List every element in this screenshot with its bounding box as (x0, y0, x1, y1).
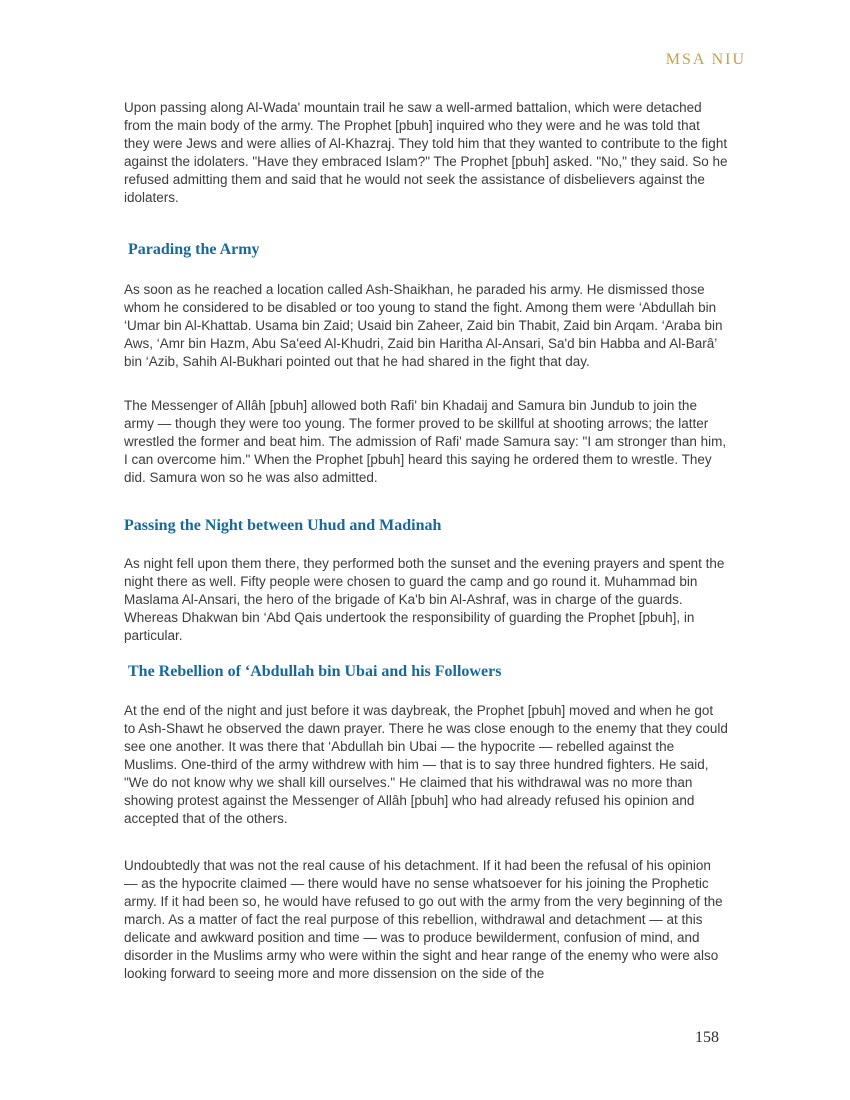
page-header: MSA NIU (665, 51, 746, 68)
page-number: 158 (695, 1029, 719, 1046)
body-paragraph-parading-1: As soon as he reached a location called Ash-Shaikhan, he paraded his army. He dismissed those whom he considered to be disabled or too young to stand the fight. Among them were ‘Abdullah bin ‘Umar bin Al-Khattab. Usama bin Zaid; Usaid bin Zaheer, Zaid bin Thabit, Zaid bin Arqam. ‘Araba bin Aws, ‘Amr bin Hazm, Abu Sa'eed Al-Khudri, Zaid bin Haritha Al-Ansari, Sa'd bin Habba and Al-Barâ’ bin ‘Azib, Sahih Al-Bukhari pointed out that he had shared in the fight that day. (124, 282, 723, 369)
body-paragraph-night: As night fell upon them there, they performed both the sunset and the evening prayers and spent the night there as well. Fifty people were chosen to guard the camp and go round it. Muhammad bin Maslama Al-Ansari, the hero of the brigade of Ka'b bin Al-Ashraf, was in charge of the guards. Whereas Dhakwan bin ‘Abd Qais undertook the responsibility of guarding the Prophet [pbuh], in particular. (124, 556, 725, 643)
section-heading-rebellion: The Rebellion of ‘Abdullah bin Ubai and his Followers (128, 663, 502, 680)
body-paragraph-rebellion-1: At the end of the night and just before it was daybreak, the Prophet [pbuh] moved and when he got to Ash-Shawt he observed the dawn prayer. There he was close enough to the enemy that they could see one another. It was there that ‘Abdullah bin Ubai — the hypocrite — rebelled against the Muslims. One-third of the army withdrew with him — that is to say three hundred fighters. He said, "We do not know why we shall kill ourselves." He claimed that his withdrawal was no more than showing protest against the Messenger of Allâh [pbuh] who had already refused his opinion and accepted that of the others. (124, 703, 728, 826)
section-heading-passing-the-night: Passing the Night between Uhud and Madinah (124, 517, 442, 534)
body-paragraph-intro: Upon passing along Al-Wada' mountain trail he saw a well-armed battalion, which were detached from the main body of the army. The Prophet [pbuh] inquired who they were and he was told that they were Jews and were allies of Al-Khazraj. They told him that they wanted to contribute to the fight against the idolaters. "Have they embraced Islam?" The Prophet [pbuh] asked. "No," they said. So he refused admitting them and said that he would not seek the assistance of disbelievers against the idolaters. (124, 100, 728, 205)
body-paragraph-rebellion-2: Undoubtedly that was not the real cause of his detachment. If it had been the refusal of his opinion — as the hypocrite claimed — there would have no sense whatsoever for his joining the Prophetic army. If it had been so, he would have refused to go out with the army from the very beginning of the march. As a matter of fact the real purpose of this rebellion, withdrawal and detachment — at this delicate and awkward position and time — was to produce bewilderment, confusion of mind, and disorder in the Muslims army who were within the sight and hear range of the enemy who were also looking forward to seeing more and more dissension on the side of the (124, 858, 723, 981)
section-heading-parading-the-army: Parading the Army (128, 241, 260, 258)
body-paragraph-parading-2: The Messenger of Allâh [pbuh] allowed both Rafi' bin Khadaij and Samura bin Jundub to join the army — though they were too young. The former proved to be skillful at shooting arrows; the latter wrestled the former and beat him. The admission of Rafi' made Samura say: "I am stronger than him, I can overcome him." When the Prophet [pbuh] heard this saying he ordered them to wrestle. They did. Samura won so he was also admitted. (124, 398, 727, 485)
page-content (124, 0, 728, 1100)
